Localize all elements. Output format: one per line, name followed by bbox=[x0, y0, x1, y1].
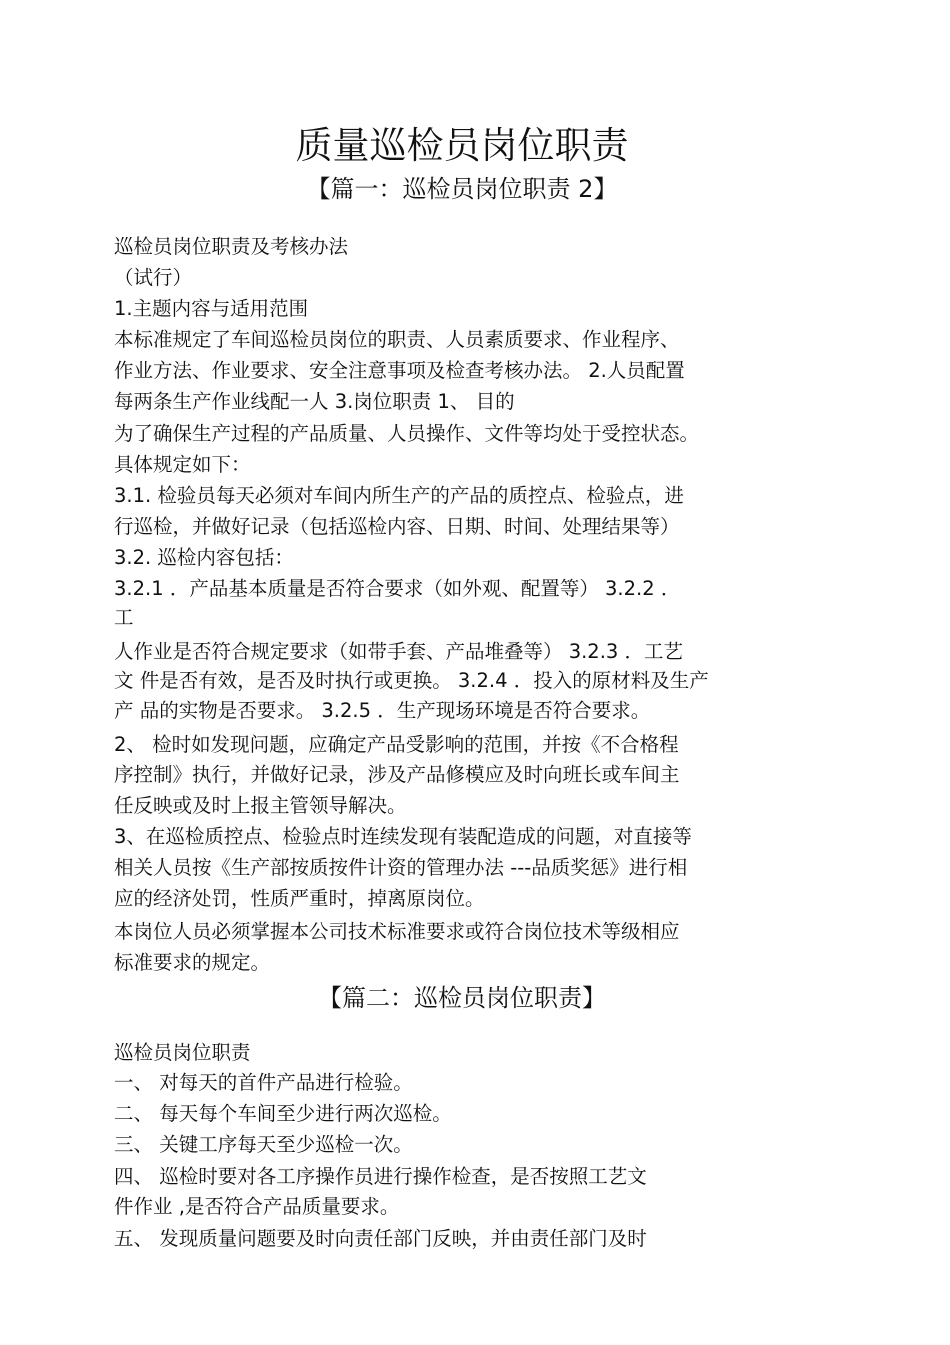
text-line: 工 bbox=[114, 606, 134, 629]
text-line: 文 件是否有效，是否及时执行或更换。 3.2.4 ．投入的原材料及生产 bbox=[114, 669, 709, 692]
text-line: 行巡检，并做好记录（包括巡检内容、日期、时间、处理结果等） bbox=[114, 515, 680, 538]
text-line: 为了确保生产过程的产品质量、人员操作、文件等均处于受控状态。 bbox=[114, 422, 700, 445]
text-line: 标准要求的规定。 bbox=[114, 951, 271, 974]
text-line: 五、 发现质量问题要及时向责任部门反映，并由责任部门及时 bbox=[114, 1227, 647, 1250]
text-line: 一、 对每天的首件产品进行检验。 bbox=[114, 1071, 413, 1094]
document-title: 质量巡检员岗位职责 bbox=[295, 124, 629, 167]
text-line: 1.主题内容与适用范围 bbox=[114, 297, 309, 320]
text-line: 巡检员岗位职责 bbox=[114, 1041, 251, 1064]
section-2-heading: 【篇二：巡检员岗位职责】 bbox=[318, 984, 606, 1012]
text-line: 序控制》执行，并做好记录，涉及产品修模应及时向班长或车间主 bbox=[114, 763, 680, 786]
text-line: （试行） bbox=[114, 266, 193, 289]
text-line: 3.2.1 ．产品基本质量是否符合要求（如外观、配置等） 3.2.2 ． bbox=[114, 577, 681, 600]
text-line: 3、在巡检质控点、检验点时连续发现有装配造成的问题，对直接等 bbox=[114, 825, 692, 848]
text-line: 作业方法、作业要求、安全注意事项及检查考核办法。 2.人员配置 bbox=[114, 359, 685, 382]
text-line: 本标准规定了车间巡检员岗位的职责、人员素质要求、作业程序、 bbox=[114, 328, 680, 351]
text-line: 具体规定如下： bbox=[114, 453, 251, 476]
text-line: 产 品的实物是否要求。 3.2.5 ．生产现场环境是否符合要求。 bbox=[114, 699, 651, 722]
text-line: 任反映或及时上报主管领导解决。 bbox=[114, 794, 407, 817]
text-line: 巡检员岗位职责及考核办法 bbox=[114, 235, 349, 258]
text-line: 二、 每天每个车间至少进行两次巡检。 bbox=[114, 1102, 452, 1125]
text-line: 件作业 ,是否符合产品质量要求。 bbox=[114, 1195, 400, 1218]
text-line: 人作业是否符合规定要求（如带手套、产品堆叠等） 3.2.3 ．工艺 bbox=[114, 640, 684, 663]
text-line: 相关人员按《生产部按质按件计资的管理办法 ---品质奖惩》进行相 bbox=[114, 856, 688, 879]
text-line: 三、 关键工序每天至少巡检一次。 bbox=[114, 1133, 413, 1156]
section-1-heading: 【篇一：巡检员岗位职责 2】 bbox=[306, 175, 618, 203]
text-line: 3.2. 巡检内容包括： bbox=[114, 546, 294, 569]
text-line: 应的经济处罚，性质严重时，掉离原岗位。 bbox=[114, 887, 485, 910]
text-line: 本岗位人员必须掌握本公司技术标准要求或符合岗位技术等级相应 bbox=[114, 920, 680, 943]
text-line: 每两条生产作业线配一人 3.岗位职责 1、 目的 bbox=[114, 390, 515, 413]
text-line: 四、 巡检时要对各工序操作员进行操作检查，是否按照工艺文 bbox=[114, 1165, 647, 1188]
text-line: 2、 检时如发现问题，应确定产品受影响的范围，并按《不合格程 bbox=[114, 733, 679, 756]
text-line: 3.1. 检验员每天必须对车间内所生产的产品的质控点、检验点，进 bbox=[114, 484, 684, 507]
